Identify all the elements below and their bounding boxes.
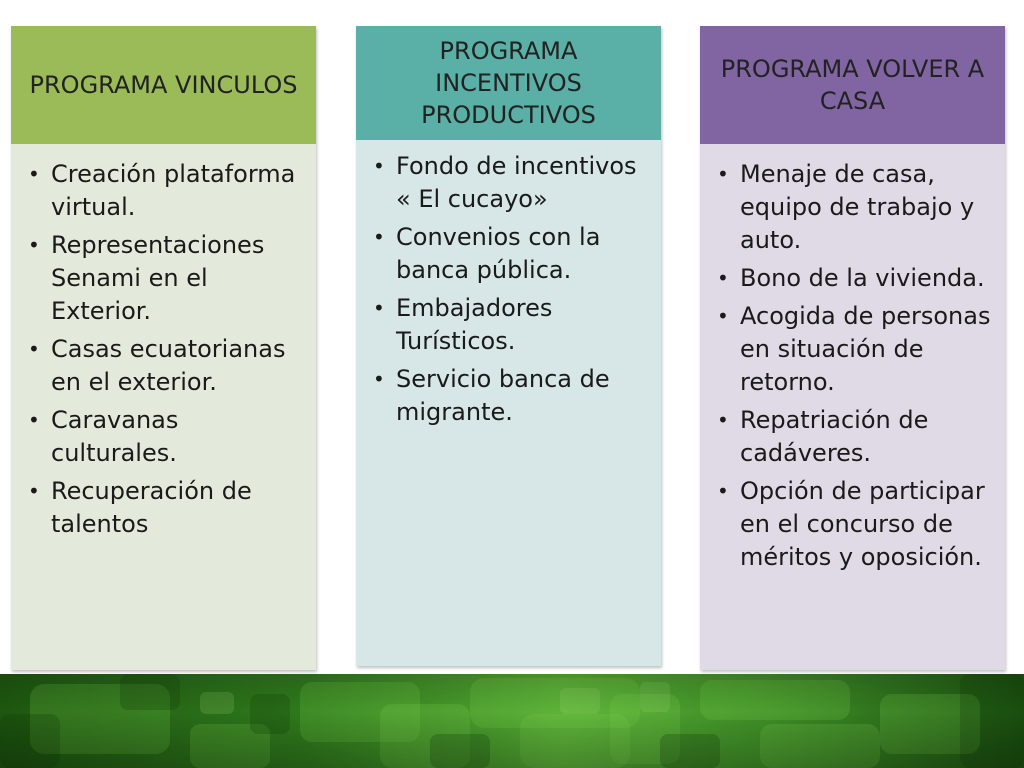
bullet-icon: • [28,479,40,503]
list-item-text: Convenios con la banca pública. [396,223,601,284]
bullet-icon: • [373,154,385,178]
column-header: PROGRAMA VINCULOS [11,26,316,144]
bullet-icon: • [28,233,40,257]
list-item-text: Servicio banca de migrante. [396,365,610,426]
green-pattern-graphic [0,674,1024,768]
list-item [370,150,651,216]
bullet-icon: • [373,225,385,249]
list-item [25,158,306,224]
bullet-icon: • [717,304,729,328]
bullet-icon: • [28,408,40,432]
list-item-text: Casas ecuatorianas en el exterior. [51,335,286,396]
bullet-icon: • [717,408,729,432]
column-programa-incentivos-productivos [356,26,661,666]
list-item-text: Recuperación de talentos [51,477,252,538]
list-item [370,292,651,358]
list-item-text: Representaciones Senami en el Exterior. [51,231,265,325]
list-item [25,333,306,399]
list-item [370,363,651,429]
list-item [714,404,995,470]
list-item [25,404,306,470]
list-item-text: Opción de participar en el concurso de méritos y oposición. [740,477,985,571]
list-item [714,475,995,574]
list-item [25,475,306,541]
column-programa-vinculos [11,26,316,670]
column-header: PROGRAMA INCENTIVOS PRODUCTIVOS [356,26,661,140]
column-body [700,144,1005,670]
list-item-text: Caravanas culturales. [51,406,179,467]
list-item [370,221,651,287]
list-item [25,229,306,328]
bullet-icon: • [28,337,40,361]
bullet-icon: • [28,162,40,186]
list-item [714,300,995,399]
bullet-list [370,150,651,429]
list-item-text: Menaje de casa, equipo de trabajo y auto. [740,160,975,254]
list-item-text: Bono de la vivienda. [740,264,985,292]
bullet-list [714,158,995,574]
column-programa-volver-a-casa [700,26,1005,670]
column-header: PROGRAMA VOLVER A CASA [700,26,1005,144]
bullet-icon: • [717,266,729,290]
bullet-icon: • [717,162,729,186]
list-item [714,262,995,295]
bullet-icon: • [373,296,385,320]
list-item-text: Fondo de incentivos « El cucayo» [396,152,637,213]
list-item-text: Creación plataforma virtual. [51,160,296,221]
list-item-text: Repatriación de cadáveres. [740,406,929,467]
column-body [11,144,316,670]
bullet-list [25,158,306,541]
column-body [356,140,661,666]
list-item [714,158,995,257]
list-item-text: Acogida de personas en situación de retorno. [740,302,991,396]
bullet-icon: • [717,479,729,503]
decorative-green-band [0,674,1024,768]
bullet-icon: • [373,367,385,391]
list-item-text: Embajadores Turísticos. [396,294,553,355]
